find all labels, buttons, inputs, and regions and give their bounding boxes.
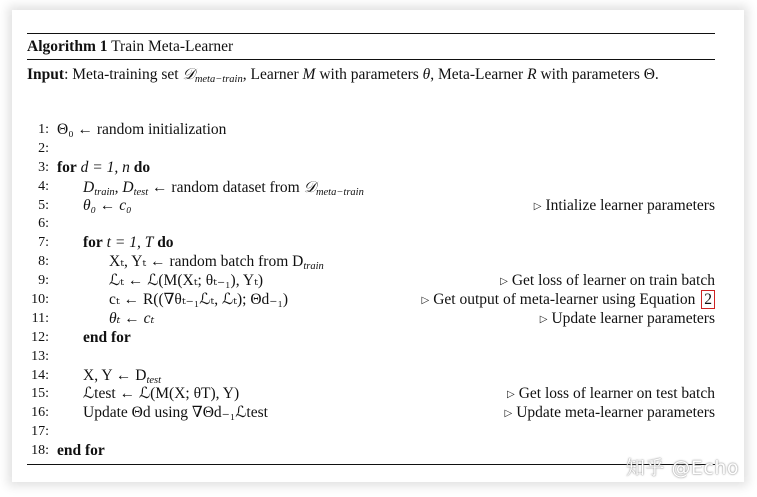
algorithm-line [27, 385, 715, 404]
line-number: 17: [31, 424, 49, 440]
line-comment: ▷ Get output of meta-learner using Equation 2 [422, 291, 715, 311]
algorithm-title [27, 34, 715, 59]
line-number: 12: [31, 329, 49, 345]
input-text: , Meta-Learner [430, 66, 528, 83]
line-number: 1: [38, 122, 49, 137]
line-number: 6: [38, 216, 49, 232]
algorithm-line [27, 178, 715, 197]
line-code: θₜ ← cₜ [109, 309, 155, 327]
input-set-subscript: meta−train [194, 74, 243, 85]
comment-triangle-icon: ▷ [533, 200, 542, 212]
algorithm-box [27, 33, 715, 85]
comment-triangle-icon: ▷ [421, 295, 430, 307]
line-code: Update Θd using ∇Θd₋₁ℒtest [83, 404, 268, 422]
line-number: 10: [31, 292, 49, 308]
line-number: 11: [31, 310, 49, 326]
keyword-end-for: end for [83, 328, 131, 346]
line-code: ℒtest ← ℒ(M(X; θT), Y) [83, 385, 240, 403]
line-code: t = 1, T [106, 234, 154, 252]
line-comment: ▷ Get loss of learner on test batch [507, 385, 715, 403]
algorithm-line [27, 159, 715, 178]
input-metalearner-symbol: R [527, 66, 537, 83]
keyword-do: do [157, 234, 174, 252]
input-label: Input [27, 66, 65, 83]
input-set-symbol: 𝒟 [182, 65, 195, 83]
line-code: $D_{train}$, $D_{test}$ ← random dataset from 𝒟$_{meta-train}$ [83, 177, 364, 198]
line-code: θ₀ ← c₀ [83, 196, 132, 214]
line-number: 8: [38, 254, 49, 270]
input-text: with parameters [315, 66, 423, 83]
algorithm-lines [27, 121, 715, 461]
algorithm-line [27, 253, 715, 272]
algorithm-line [27, 121, 715, 140]
line-comment: ▷ Update meta-learner parameters [504, 404, 715, 422]
watermark: 知乎 @Echo [625, 457, 739, 479]
algorithm-line [27, 329, 715, 348]
algorithm-line [27, 367, 715, 386]
algorithm-line [27, 442, 715, 461]
algorithm-line [27, 197, 715, 216]
algorithm-line [27, 291, 715, 310]
algorithm-name: Train Meta-Learner [111, 38, 234, 55]
input-text: : Meta-training set [64, 66, 183, 83]
line-number: 15: [31, 386, 49, 402]
line-number: 3: [38, 159, 49, 175]
input-theta-symbol: θ [422, 66, 431, 83]
line-number: 7: [38, 235, 49, 251]
line-number: 9: [38, 273, 49, 289]
algorithm-line [27, 423, 715, 442]
input-learner-symbol: M [302, 66, 316, 83]
line-number: 4: [38, 178, 49, 194]
line-number: 16: [31, 405, 49, 421]
comment-triangle-icon: ▷ [500, 276, 508, 288]
line-number: 14: [31, 367, 49, 383]
bottom-rule [27, 464, 715, 465]
keyword-for: for [57, 158, 77, 176]
line-comment: ▷ Get loss of learner on train batch [500, 272, 715, 290]
equation-reference-link[interactable]: 2 [701, 290, 715, 309]
algorithm-line [27, 348, 715, 367]
input-text: , Learner [242, 66, 303, 83]
line-number: 13: [31, 348, 49, 364]
keyword-for: for [83, 234, 103, 252]
line-comment: ▷ Update learner parameters [539, 309, 715, 327]
line-number: 18: [31, 443, 49, 459]
line-number: 2: [38, 140, 49, 156]
algorithm-line [27, 272, 715, 291]
line-number: 5: [38, 197, 49, 213]
comment-triangle-icon: ▷ [504, 408, 513, 420]
algorithm-input [27, 60, 715, 85]
keyword-do: do [133, 158, 151, 176]
algorithm-line [27, 215, 715, 234]
line-code: cₜ ← R((∇θₜ₋₁ℒₜ, ℒₜ); Θd₋₁) [109, 291, 289, 309]
algorithm-label: Algorithm 1 [27, 38, 108, 55]
line-code: Θ₀ ← random initialization [57, 121, 227, 138]
line-code: ℒₜ ← ℒ(M(Xₜ; θₜ₋₁), Yₜ) [109, 272, 264, 290]
comment-triangle-icon: ▷ [539, 313, 548, 325]
line-comment: ▷ Intialize learner parameters [533, 196, 715, 214]
input-text: with parameters Θ. [536, 66, 659, 83]
comment-triangle-icon: ▷ [507, 389, 515, 401]
line-code: X, Y ← $D_{test}$ [83, 366, 162, 386]
algorithm-line [27, 234, 715, 253]
line-code: d = 1, n [80, 158, 130, 176]
algorithm-line [27, 404, 715, 423]
keyword-end-for: end for [57, 442, 105, 460]
algorithm-line [27, 310, 715, 329]
line-code: Xₜ, Yₜ ← random batch from $D_{train}$ [109, 253, 324, 273]
algorithm-line [27, 140, 715, 159]
